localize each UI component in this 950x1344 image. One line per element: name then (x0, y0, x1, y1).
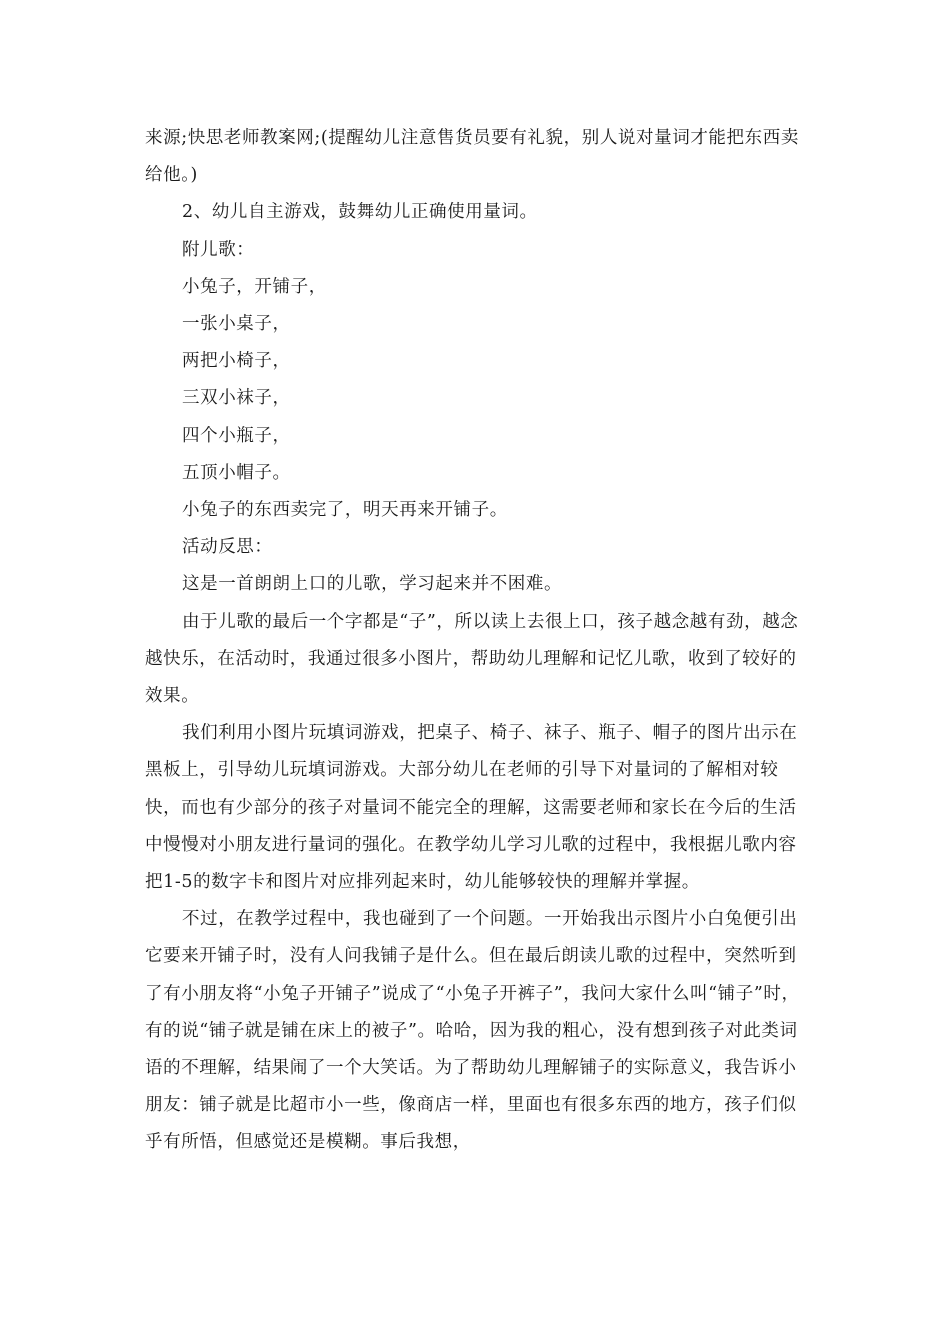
song-line-3: 两把小椅子， (182, 351, 291, 372)
song-line-4: 三双小袜子， (182, 388, 291, 409)
song-line-5: 四个小瓶子， (182, 425, 291, 446)
document-body (145, 120, 810, 1162)
song-line-1: 小兔子，开铺子， (182, 276, 327, 297)
song-line-7: 小兔子的东西卖完了，明天再来开铺子。 (182, 500, 508, 521)
paragraph-song-heading: 附儿歌： (182, 239, 255, 260)
paragraph-activity-step-2: 2、幼儿自主游戏，鼓舞幼儿正确使用量词。 (182, 202, 538, 223)
paragraph-reflection-2: 由于儿歌的最后一个字都是“子”，所以读上去很上口，孩子越念越有劲，越念越快乐，在活动时，我通过很多小图片，帮助幼儿理解和记忆儿歌，收到了较好的效果。 (145, 611, 799, 707)
song-line-2: 一张小桌子， (182, 314, 291, 335)
paragraph-reflection-3: 我们利用小图片玩填词游戏，把桌子、椅子、袜子、瓶子、帽子的图片出示在黑板上，引导幼儿玩填词游戏。大部分幼儿在老师的引导下对量词的了解相对较快，而也有少部分的孩子对量词不能完全的理解，这需要老师和家长在今后的生活中慢慢对小朋友进行量词的强化。在教学幼儿学习儿歌的过程中，我根据儿歌内容把1-5的数字卡和图片对应排列起来时，幼儿能够较快的理解并掌握。 (145, 723, 798, 893)
song-line-6: 五顶小帽子。 (182, 462, 291, 483)
paragraph-reflection-heading: 活动反思： (182, 537, 273, 558)
paragraph-reflection-4: 不过，在教学过程中，我也碰到了一个问题。一开始我出示图片小白兔便引出它要来开铺子时，没有人问我铺子是什么。但在最后朗读儿歌的过程中，突然听到了有小朋友将“小兔子开铺子”说成了“小兔子开裤子”，我问大家什么叫“铺子”时，有的说“铺子就是铺在床上的被子”。哈哈，因为我的粗心，没有想到孩子对此类词语的不理解，结果闹了一个大笑话。为了帮助幼儿理解铺子的实际意义，我告诉小朋友：铺子就是比超市小一些，像商店一样，里面也有很多东西的地方，孩子们似乎有所悟，但感觉还是模糊。事后我想， (145, 909, 800, 1153)
paragraph-source-note: 来源;快思老师教案网;(提醒幼儿注意售货员要有礼貌，别人说对量词才能把东西卖给他。) (145, 128, 799, 186)
paragraph-reflection-1: 这是一首朗朗上口的儿歌，学习起来并不困难。 (182, 574, 563, 595)
